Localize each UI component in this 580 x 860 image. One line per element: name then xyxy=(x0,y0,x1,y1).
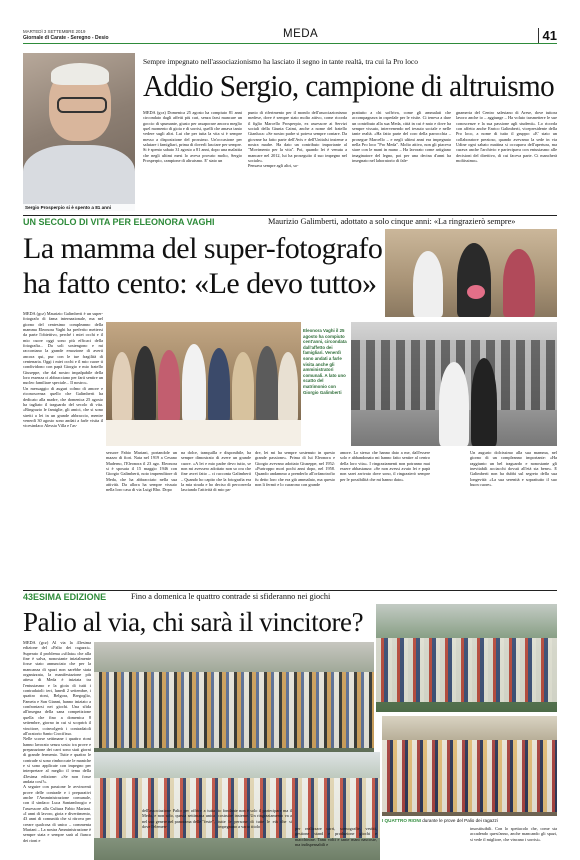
header-section: MEDA xyxy=(283,28,319,40)
figure-woman-left xyxy=(413,251,443,317)
article1-col2: punto di riferimento per il mondo dell'associazionismo medese, dove è sempre stato molto attivo, come ricorda il figlio Marcello Prosperpio, ex assessore ai Servizi sociali della Giunta Caimi, anche a nome del fratello Gianluca: «Se nostro padre si poteva sempre contare. Da giovane ha fatto parte dell'Avis e dell'Unitalsi insieme a nostra madre. Ha dato un contributo importante al "Movimento per la vita". Poi, quando lei è venuta a mancare nel 2012, lui ha proseguito il suo impegno nel sociale». Pensava sempre agli altri, so- xyxy=(248,110,347,169)
article2-headline-line2: ha fatto cento: «Le devo tutto» xyxy=(23,267,377,300)
portrait-photo-caption: Sergio Prosperpio si è spento a 81 anni xyxy=(23,204,135,211)
bride-figure xyxy=(439,362,469,446)
crowd-rows-top xyxy=(376,638,557,702)
article2-band xyxy=(23,215,557,228)
article1-headline: Addio Sergio, campione di altruismo xyxy=(143,68,555,103)
page-header xyxy=(23,28,557,50)
article2-col3: na dolce, tranquilla e disponibile, ha sempre dimostrato di avere un grande cuore. «A lei e mio padre devo tutto, se non mi avessero adottato non so ora che fine avrei fatto – ci racconta Galimberti – Quando ho capito che la fotografia era la mia strada e ho deciso di percorrerla lasciando l'attività di mio pa- xyxy=(181,450,251,493)
article2-band-subtitle: Maurizio Galimberti, adottato a solo cinque anni: «La ringrazierò sempre» xyxy=(268,217,516,226)
photo-palio-top xyxy=(376,604,557,712)
figure-guest-4 xyxy=(182,344,206,422)
article3-band xyxy=(23,590,557,603)
article3-col1: MEDA (gcz) Al via la 43esima edizione del «Palio dei ragazzi». Superato il problema «sfilata» che alla fine è salva, nonostante inizialmente fosse stato annunciato che per la mancanza di spazi non sarebbe stata organizzata, la manifestazione più attesa di Meda è iniziata tra l'entusiasmo e la gioia di tutti i contradaioli: ieri, lunedì 2 settembre, i quattro rioni, Belgora, Bregoglio, Fameta e San Gianni, hanno iniziato a confrontarsi nei giochi. Una sfida all'insegna della sana competizione quella che fino a domenica 8 settembre, giorno in cui si scoprirà il vincitore, coinvolgerà i contradaioli all'oratorio Santo Crocifisso. Nelle scorse settimane i quattro rioni hanno lavorato senza sosta: tra prove e preparazione dei carri sono stati giorni di grande fermento. Tutte e quattro le contrade si sono rimboccate le maniche e si sono applicate con impegno per interpretare al meglio il tema della 43esima edizione: «Se non fosse andata così?». A seguire con passione le avvincenti prove delle contrade e i preparativi anche l'Amministrazione comunale, con il sindaco Luca Santambrogio e l'assessore alla Cultura Fabio Mariani. «I anni di lavoro, gioia e divertimento, 43 anni di comunità che si ritrova per creare qualcosa di unico – commenta Mariani – La nostra Amministrazione è sempre stata e sempre sarà al fianco dei rioni e xyxy=(23,640,91,843)
figure-guest-5 xyxy=(208,348,230,422)
article2-band-label: UN SECOLO DI VITA PER ELEONORA VAGHI xyxy=(23,217,215,227)
photo-centenary-celebration xyxy=(106,322,301,446)
figure-woman-right xyxy=(503,249,535,317)
portrait-photo-sergio xyxy=(23,53,135,211)
photo-galimberti-with-mother xyxy=(385,229,557,317)
article2-col4: dre, lei mi ha sempre sostenuto in questo grande passione». Prima di lui Eleonora e Giorgio avevano adottato Giuseppe, nel 1952: «Purtroppo morì pochi anni dopo, nel 1958. Quando andammo a prenderlo all'orfanotrofio fu detto loro che era già ammalato, ma questo non li fermò e lo curarono con grande xyxy=(255,450,335,488)
figure-guest-7 xyxy=(256,346,278,422)
article1-col1: MEDA (gcz) Domenica 25 agosto ha compiuto 81 anni circondato dagli affetti più cari, senza farsi mancare un goccio di spumante, giusto per assaporare ancora meglio quel momento di gioia e di sorrisi, quelli che amava tanto vedere sugli altri. Lui che per tutta la vita si è sempre messo a disposizione del prossimo. Un'occasione per salutare i famigliari, prima di doverli lasciare per sempre. Si è spento sabato 31 agosto a 81 anni, dopo una malattia che negli ultimi mesi lo aveva provato molto, Sergio Prosperpio, campione di altruismo. E' stato un xyxy=(143,110,242,164)
photo-palio-middle-left xyxy=(94,642,374,752)
portrait-shirt xyxy=(23,145,135,211)
portrait-glasses xyxy=(57,97,107,113)
figure-guest-1 xyxy=(112,352,132,422)
crowd-rows-middle xyxy=(94,672,374,748)
article2-col1: MEDA (gcz) Maurizio Galimberti è un super-fotografo di fama internazionale, ma nel giorno del centesimo compleanno della mamma Eleonora Vaghi ha preferito mettersi da parte l'obiettivo, perché i miei occhi e il mio cuore oggi sono più efficaci della fotografia... Da soli sostengono e mi raccontano la grande emozione di averti ancora qui, pur con le tue fragilità di centenaria. Oggi i miei occhi e il mio cuore ti condividono con papà Giorgio e mio fratello Giuseppe, che dal nostro impalpabile della loro essenza ci abbracciano per farti sentire un nucleo familiare speciale... Il nostro». Un messaggio di auguri colmo di amore e riconoscenza quello che Galimberti ha dedicato alla madre, che domenica 25 agosto ha tagliato il traguardo del secolo di vita. «Ringrazio le famiglie, gli amici, che si sono stretti a lei in un grande abbraccio, mentre venerdì 30 agosto sono andati a farle visita il vicesindaco Alessia Villa e l'as- xyxy=(23,311,103,429)
figure-guest-2 xyxy=(134,346,156,422)
article3-band-label: 43ESIMA EDIZIONE xyxy=(23,592,107,602)
article3-photo-caption-label: I QUATTRO RIONI xyxy=(382,818,421,823)
header-date: MARTEDÌ 3 SETTEMBRE 2019 xyxy=(23,29,86,34)
article3-headline: Palio al via, chi sarà il vincitore? xyxy=(23,607,364,637)
photo-palio-bottom-left xyxy=(94,752,380,860)
article3-col5: insostituibili. Con lo spettacolo che, come sta accadendo quest'anno, anche mancando gli spazi, si vede il migliore, che vincano i sorrisi». xyxy=(470,826,557,842)
article2-headline-line1: La mamma del super-fotografo xyxy=(23,232,383,265)
article3-col2: dell'associazione Palio per offrire a tutta Meda, e non solo, questa settimana unica nel suo genere nel panorama delle "feste", dove l'elemen- xyxy=(142,808,215,830)
header-rule xyxy=(23,43,557,44)
groom-figure xyxy=(471,358,497,446)
table-with-cake xyxy=(106,420,301,446)
figure-guest-3 xyxy=(158,350,180,422)
header-page-number: 41 xyxy=(538,28,557,43)
portrait-hair xyxy=(51,63,109,85)
figure-guest-6 xyxy=(232,352,254,422)
figure-guest-8 xyxy=(278,352,298,422)
photo-palio-bottom-right xyxy=(382,716,557,816)
article1-col3: prattutto a chi soffriva, come gli ammalati che accompagnava in ospedale per le visite. Ci teneva a dare un contributo alla sua Meda, città in cui è nato e dove ha sempre vissuto, intervenendo nel tessuto sociale e nelle tante realtà. «Ha fatto parte del coro della parrocchia – prosegue Marcello – e negli ultimi anni era impegnato nella Pro loco "Pro Meda". Molto attivo, non gli piaceva stare con le mani in mano – Ha lavorato come artigiano imaginatore del legno, poi per una decina d'anni ha insegnato nel laboratorio di fale- xyxy=(352,110,451,164)
article3-photo-caption-text: durante le prove del Palio dei ragazzi xyxy=(422,818,498,823)
article1-kicker: Sempre impegnato nell'associazionismo ha lasciato il segno in tante realtà, tra cui la Pro loco xyxy=(143,57,418,66)
article3-band-subtitle: Fino a domenica le quattro contrade si sfideranno nei giochi xyxy=(131,592,331,601)
article3-col3: to fondante non è solo il partecipare ma il costruire insieme. Un ringraziamento va a tutte le persone di tutte le età che si impegnano a vario titolo xyxy=(218,808,292,830)
photo-wedding-vintage xyxy=(351,322,557,446)
article2-col5: amore. Lo stesso che hanno dato a me, dall'essere solo e abbandonato mi hanno fatto sentire al centro della loro vita». I ringraziamenti non potranno mai essere abbastanza: «Se non avessi avuto lei e papà non sarei arrivato dove sono, il ringrazierò sempre per le possibilità che mi hanno dato». xyxy=(340,450,430,482)
article3-photo-caption xyxy=(382,818,557,823)
flowers-bouquet xyxy=(467,285,485,299)
article1-col4: gnameria del Centro salesiano di Arese, dove tuttora lavoro anche io – aggiunge – Ha voluto trasmettere le sue conoscenze e la sua passione agli studenti». Lo ricorda con affetto anche Enrico Galimberti, vicepresidente della Pro loco, a nome di tutto il gruppo: «E' stato un collaboratore prezioso, quando avevamo la sede in via Udine ogni sabato mattina si occupava dell'apertura, ma curava anche l'archivio e partecipava con entusiasmo alle decisioni del direttivo, di cui faceva parte. Ci mancherà moltissimo». xyxy=(456,110,557,164)
article2-col6: Un augurio dolcissimo alla sua mamma, nel giorno di un compleanno importante: «Ha raggiunto un bel traguardo e nonostante gli inevitabili acciacchi dovuti all'età sta bene». E Galimberti non ha dubbi sul segreto della sua longevità: «La sua serenità e soprattutto il suo buon cuore». xyxy=(470,450,557,488)
header-paper: Giornale di Carate - Seregno - Desio xyxy=(23,35,109,41)
crowd-rows-right xyxy=(382,740,557,812)
figure-man-center xyxy=(457,243,491,317)
article2-col2: sessore Fabio Mariani, portandole un mazzo di fiori. Nata nel 1919 a Cesano Maderno, l'Eleonora il 23 ago. Eleonora si è sposata il 15 maggio 1946 con Giorgio Galimberti, noto imprenditore di Meda, che ha abbracciato nella sua attività. Da allora ha sempre vissuto nella loro casa di via Luigi Rho. Dopo xyxy=(106,450,177,493)
article2-photo-caption: Eleonora Vaghi il 25 agosto ha compiuto cent'anni, circondata dall'affetto dei famigliari. Venerdì sono andati a farle visita anche gli amministratori comunali. A lato uno scatto del matrimonio con Giorgio Galimberti xyxy=(303,328,347,395)
article3-col4: per realizzare carri, scenografie, vestiti, gestione stand e produzione giochi e macchinine. Tanti volti e tante mani nascoste, ma indispensabili e xyxy=(295,826,377,848)
